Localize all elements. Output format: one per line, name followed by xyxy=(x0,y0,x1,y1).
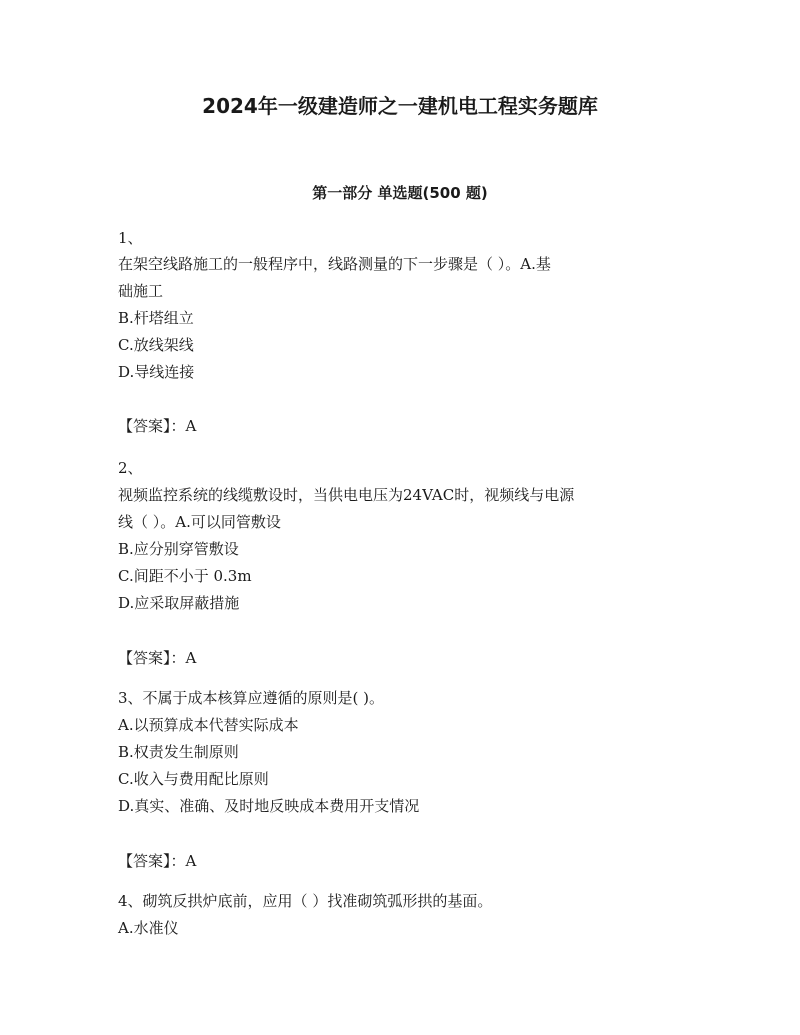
question-2-answer: 【答案】：A xyxy=(118,649,197,667)
question-1-option-c: C.放线架线 xyxy=(118,336,194,354)
question-4-option-a: A.水准仪 xyxy=(118,919,179,937)
question-2-option-c: C.间距不小于 0.3m xyxy=(118,567,252,585)
question-3-answer: 【答案】：A xyxy=(118,852,197,870)
question-1-option-b: B.杆塔组立 xyxy=(118,309,194,327)
question-1-stem-line-2: 础施工 xyxy=(118,282,164,300)
question-3-stem: 3、不属于成本核算应遵循的原则是( )。 xyxy=(118,689,385,707)
question-3-option-c: C.收入与费用配比原则 xyxy=(118,770,269,788)
question-1-stem-line-1: 在架空线路施工的一般程序中，线路测量的下一步骤是（ ）。A.基 xyxy=(118,255,551,273)
question-1-answer: 【答案】：A xyxy=(118,417,197,435)
question-2-stem-line-1: 视频监控系统的线缆敷设时，当供电电压为24VAC时，视频线与电源 xyxy=(118,486,575,504)
question-2-option-d: D.应采取屏蔽措施 xyxy=(118,594,240,612)
question-3-option-a: A.以预算成本代替实际成本 xyxy=(118,716,299,734)
question-3-option-d: D.真实、准确、及时地反映成本费用开支情况 xyxy=(118,797,420,815)
question-1-option-d: D.导线连接 xyxy=(118,363,195,381)
question-4-stem: 4、砌筑反拱炉底前，应用（ ）找准砌筑弧形拱的基面。 xyxy=(118,892,493,910)
question-2-option-b: B.应分别穿管敷设 xyxy=(118,540,239,558)
question-2-number: 2、 xyxy=(118,459,143,477)
document-title: 2024年一级建造师之一建机电工程实务题库 xyxy=(202,94,598,118)
section-title: 第一部分 单选题(500 题) xyxy=(312,184,488,202)
question-1-number: 1、 xyxy=(118,229,143,247)
question-3-option-b: B.权责发生制原则 xyxy=(118,743,239,761)
question-2-stem-line-2: 线（ ）。A.可以同管敷设 xyxy=(118,513,281,531)
